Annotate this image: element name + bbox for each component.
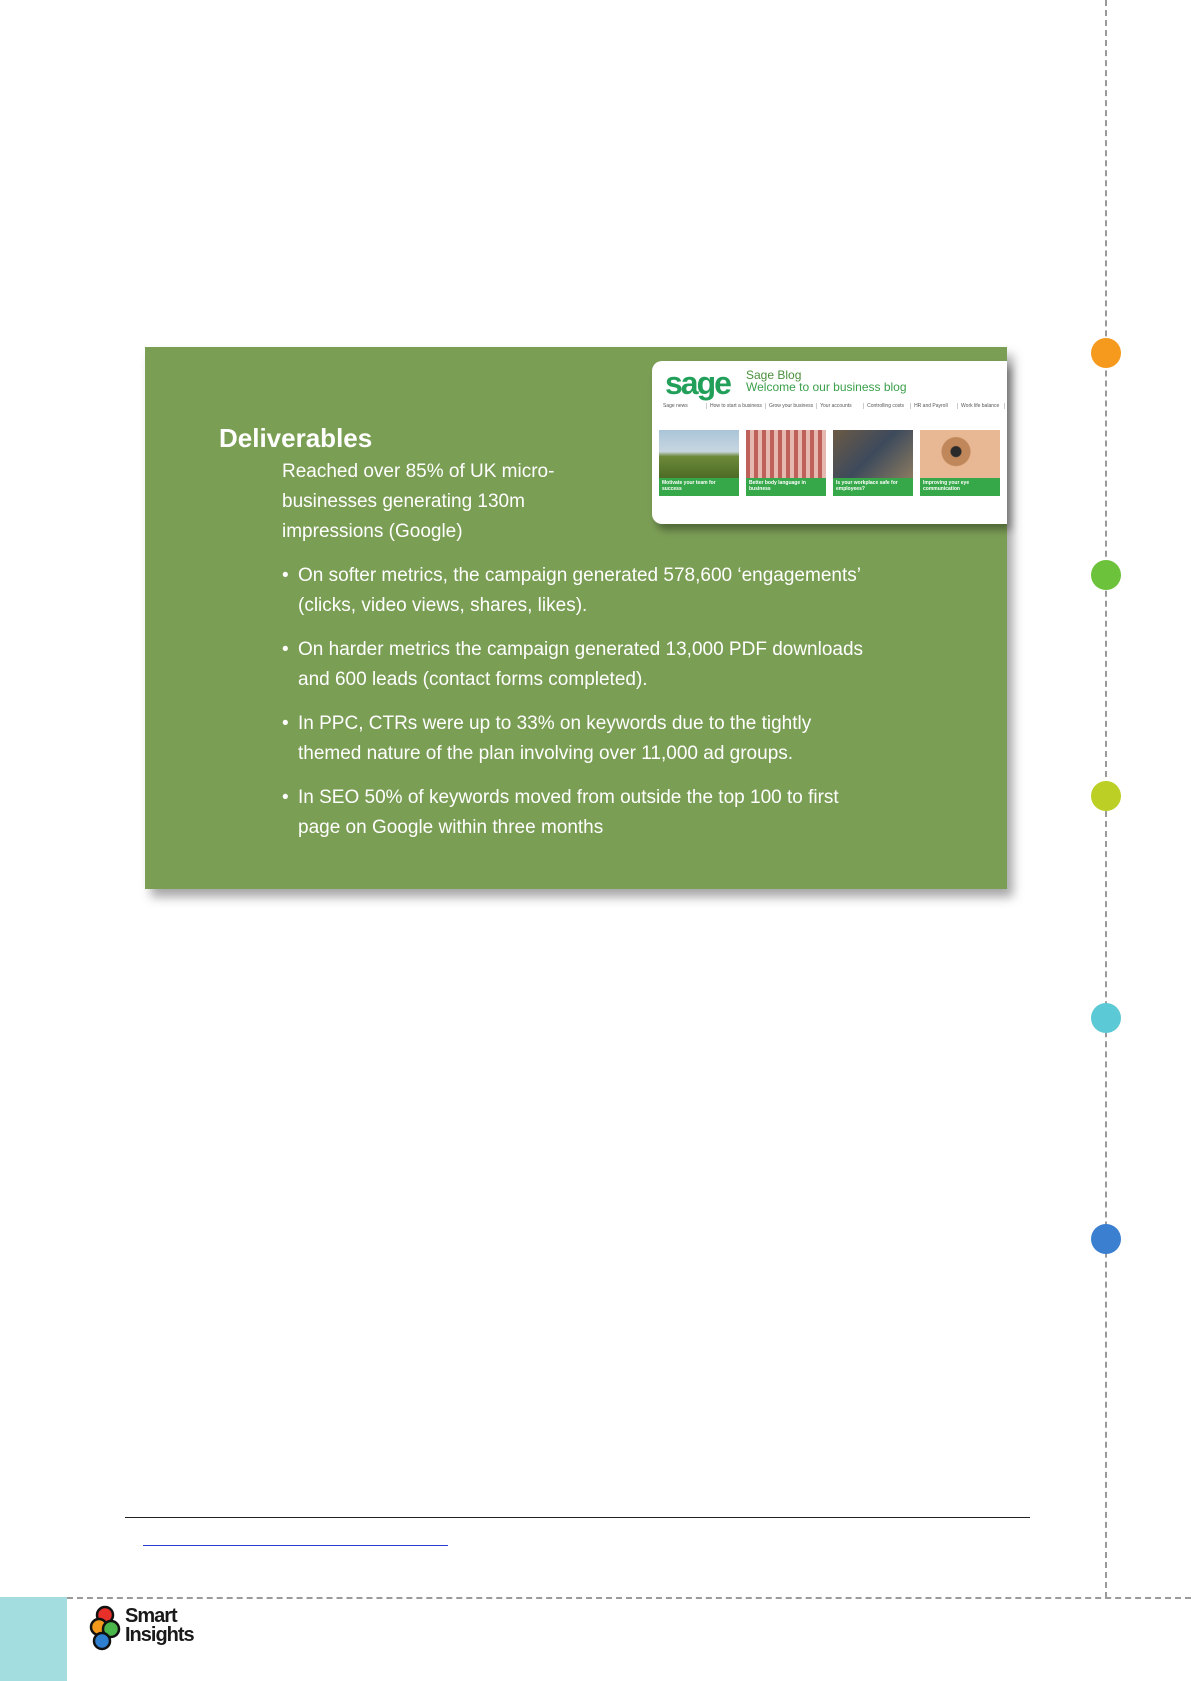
smart-insights-logo — [88, 1605, 198, 1655]
blog-nav-item: Work life balance — [958, 403, 1005, 409]
blog-nav-item: Grow your business — [766, 403, 817, 409]
timeline-dot-blue — [1091, 1224, 1121, 1254]
list-item-line: • In SEO 50% of keywords moved from outside the top 100 to first — [298, 787, 839, 808]
intro-text — [282, 457, 602, 547]
blog-tiles — [659, 430, 1004, 496]
blog-nav-item: How to start a business — [707, 403, 766, 409]
office-photo — [833, 430, 913, 478]
list-item-line: page on Google within three months — [298, 817, 604, 838]
deliverables-panel — [145, 347, 1007, 889]
blog-nav-item: Your accounts — [817, 403, 864, 409]
blog-subtitle: Welcome to our business blog — [746, 380, 907, 394]
logo-line: Insights — [125, 1624, 194, 1646]
eye-photo — [920, 430, 1000, 478]
list-item-line: themed nature of the plan involving over 11,000 ad groups. — [298, 743, 794, 764]
corner-block — [0, 1597, 67, 1681]
blog-nav — [660, 403, 1005, 409]
blog-tile — [746, 430, 826, 496]
blog-nav-item: Controlling costs — [864, 403, 911, 409]
blog-tile — [659, 430, 739, 496]
list-item-line: and 600 leads (contact forms completed). — [298, 669, 648, 690]
blog-title: Sage Blog — [746, 368, 802, 382]
dashed-horizontal-guide — [67, 1597, 1191, 1599]
list-item-line: • In PPC, CTRs were up to 33% on keywords due to the tightly — [298, 713, 812, 734]
sage-logo: sage — [665, 365, 730, 401]
blog-tile — [833, 430, 913, 496]
list-item-line: (clicks, video views, shares, likes). — [298, 595, 588, 616]
field-photo — [659, 430, 739, 478]
intro-line: Reached over 85% of UK micro- — [282, 461, 555, 482]
smart-insights-wordmark — [125, 1607, 194, 1645]
list-item — [282, 783, 932, 843]
timeline-dot-lime — [1091, 781, 1121, 811]
blog-nav-item: Sage news — [660, 403, 707, 409]
smart-insights-mark-icon — [88, 1605, 122, 1653]
tile-caption: Is your workplace safe for employees? — [833, 478, 913, 496]
faces-grid-photo — [746, 430, 826, 478]
list-item-line: • On softer metrics, the campaign generated 578,600 ‘engagements’ — [298, 565, 861, 586]
list-item — [282, 635, 932, 695]
list-item — [282, 709, 932, 769]
intro-line: impressions (Google) — [282, 521, 463, 542]
intro-line: businesses generating 130m — [282, 491, 525, 512]
footnote-link-underline[interactable] — [143, 1545, 448, 1546]
timeline-dot-green — [1091, 560, 1121, 590]
blog-nav-item: HR and Payroll — [911, 403, 958, 409]
tile-caption: Motivate your team for success — [659, 478, 739, 496]
sage-blog-screenshot — [652, 361, 1007, 524]
footnote-rule — [125, 1517, 1030, 1518]
tile-caption: Improving your eye communication — [920, 478, 1000, 496]
list-item-line: • On harder metrics the campaign generated 13,000 PDF downloads — [298, 639, 864, 660]
timeline-dot-cyan — [1091, 1003, 1121, 1033]
tile-caption: Better body language in business — [746, 478, 826, 496]
logo-line: Smart — [125, 1605, 177, 1627]
deliverables-list — [282, 561, 932, 857]
blog-tile — [920, 430, 1000, 496]
timeline-dot-orange — [1091, 338, 1121, 368]
panel-heading: Deliverables — [219, 423, 373, 453]
list-item — [282, 561, 932, 621]
